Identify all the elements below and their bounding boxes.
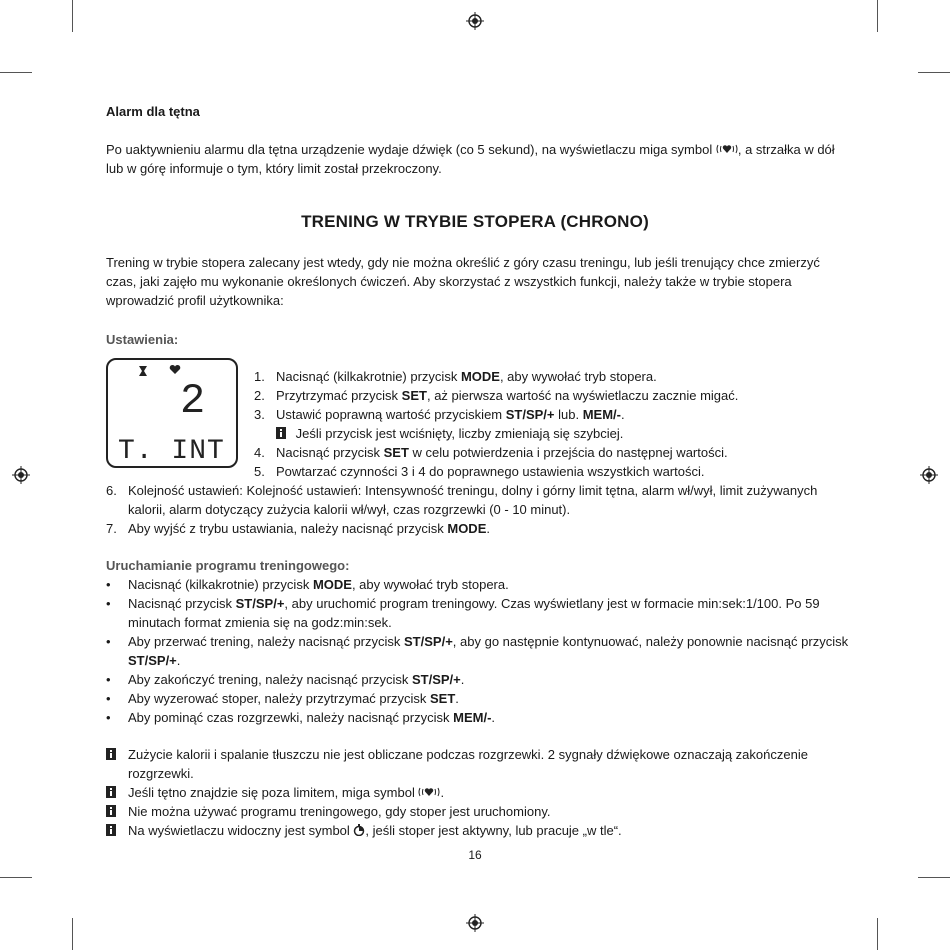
- note-item: Na wyświetlaczu widoczny jest symbol , jeśli stoper jest aktywny, lub pracuje „w tle“.: [106, 821, 851, 840]
- step-note: Jeśli przycisk jest wciśnięty, liczby zmieniają się szybciej.: [276, 424, 876, 443]
- settings-step: 4. Nacisnąć przycisk SET w celu potwierdzenia i przejścia do następnej wartości.: [254, 445, 728, 460]
- note-item: Jeśli tętno znajdzie się poza limitem, miga symbol .: [106, 783, 851, 802]
- settings-step: 3. Ustawić poprawną wartość przyciskiem ST/SP/+ lub. MEM/-.: [254, 407, 625, 422]
- crop-mark: [72, 918, 73, 950]
- heart-icon: [170, 365, 181, 374]
- alarm-paragraph: Po uaktywnieniu alarmu dla tętna urządzenie wydaje dźwięk (co 5 sekund), na wyświetlaczu miga symbol , a strzałka w dół lub w górę informuje o tym, który limit został przekroczony.: [106, 142, 835, 176]
- registration-mark-icon: [466, 914, 484, 932]
- heart-alarm-icon: [716, 143, 738, 155]
- settings-step: 5. Powtarzać czynności 3 i 4 do poprawnego ustawienia wszystkich wartości.: [254, 464, 705, 479]
- lcd-display: [106, 358, 238, 468]
- crop-mark: [918, 877, 950, 878]
- list-item: • Aby zakończyć trening, należy nacisnąć przycisk ST/SP/+.: [106, 672, 465, 687]
- crop-mark: [918, 72, 950, 73]
- crop-mark: [0, 877, 32, 878]
- crop-mark: [877, 0, 878, 32]
- list-item: • Aby pominąć czas rozgrzewki, należy nacisnąć przycisk MEM/-.: [106, 710, 496, 725]
- settings-step: 6. Kolejność ustawień: Kolejność ustawień: Intensywność treningu, dolny i górny limit tętna, alarm wł/wył, limit zużywanych kalorii, alarm dotyczący zużycia kalorii wł/wył, czas rozgrzewki (0 - 10 minut).: [106, 483, 818, 517]
- crop-mark: [877, 918, 878, 950]
- settings-step: 7. Aby wyjść z trybu ustawiania, należy nacisnąć przycisk MODE.: [106, 521, 490, 536]
- hourglass-icon: [139, 366, 147, 376]
- registration-mark-icon: [920, 466, 938, 484]
- stopwatch-icon: [353, 824, 365, 836]
- list-item: • Nacisnąć przycisk ST/SP/+, aby uruchomić program treningowy. Czas wyświetlany jest w formacie min:sek:1/100. Po 59 minutach format zmienia się na godz:min:sek.: [106, 596, 820, 630]
- registration-mark-icon: [466, 12, 484, 30]
- crop-mark: [0, 72, 32, 73]
- lcd-label: T. INT: [118, 436, 225, 466]
- crop-mark: [72, 0, 73, 32]
- note-icon: [106, 824, 116, 836]
- list-item: • Nacisnąć (kilkakrotnie) przycisk MODE, aby wywołać tryb stopera.: [106, 577, 509, 592]
- heart-alarm-icon: [418, 786, 440, 798]
- note-icon: [106, 786, 116, 798]
- section-title: TRENING W TRYBIE STOPERA (CHRONO): [301, 212, 649, 231]
- settings-step: 2. Przytrzymać przycisk SET, aż pierwsza wartość na wyświetlaczu zacznie migać.: [254, 388, 739, 403]
- lcd-graphic: [108, 360, 236, 466]
- intro-paragraph: Trening w trybie stopera zalecany jest wtedy, gdy nie można określić z góry czasu treningu, lub jeśli trenujący chce zmierzyć czas, jaki zajęło mu wykonanie określonych ćwiczeń. Aby skorzystać z wszystkich funkcji, należy także w trybie stopera wprowadzić profil użytkownika:: [106, 255, 820, 308]
- settings-step: 1. Nacisnąć (kilkakrotnie) przycisk MODE, aby wywołać tryb stopera.: [254, 369, 657, 384]
- list-item: • Aby przerwać trening, należy nacisnąć przycisk ST/SP/+, aby go następnie kontynuować, należy ponownie nacisnąć przycisk ST/SP/+.: [106, 634, 849, 668]
- alarm-heading: Alarm dla tętna: [106, 104, 200, 119]
- page-number: 16: [468, 848, 482, 862]
- note-icon: [106, 805, 116, 817]
- settings-heading: Ustawienia:: [106, 332, 179, 347]
- registration-mark-icon: [12, 466, 30, 484]
- note-icon: [106, 748, 116, 760]
- start-heading: Uruchamianie programu treningowego:: [106, 558, 350, 573]
- note-item: Zużycie kalorii i spalanie tłuszczu nie jest obliczane podczas rozgrzewki. 2 sygnały dźwiękowe oznaczają zakończenie rozgrzewki.: [106, 745, 851, 783]
- lcd-digit: 2: [180, 377, 206, 425]
- list-item: • Aby wyzerować stoper, należy przytrzymać przycisk SET.: [106, 691, 459, 706]
- note-item: Nie można używać programu treningowego, gdy stoper jest uruchomiony.: [106, 802, 851, 821]
- note-icon: [276, 427, 286, 439]
